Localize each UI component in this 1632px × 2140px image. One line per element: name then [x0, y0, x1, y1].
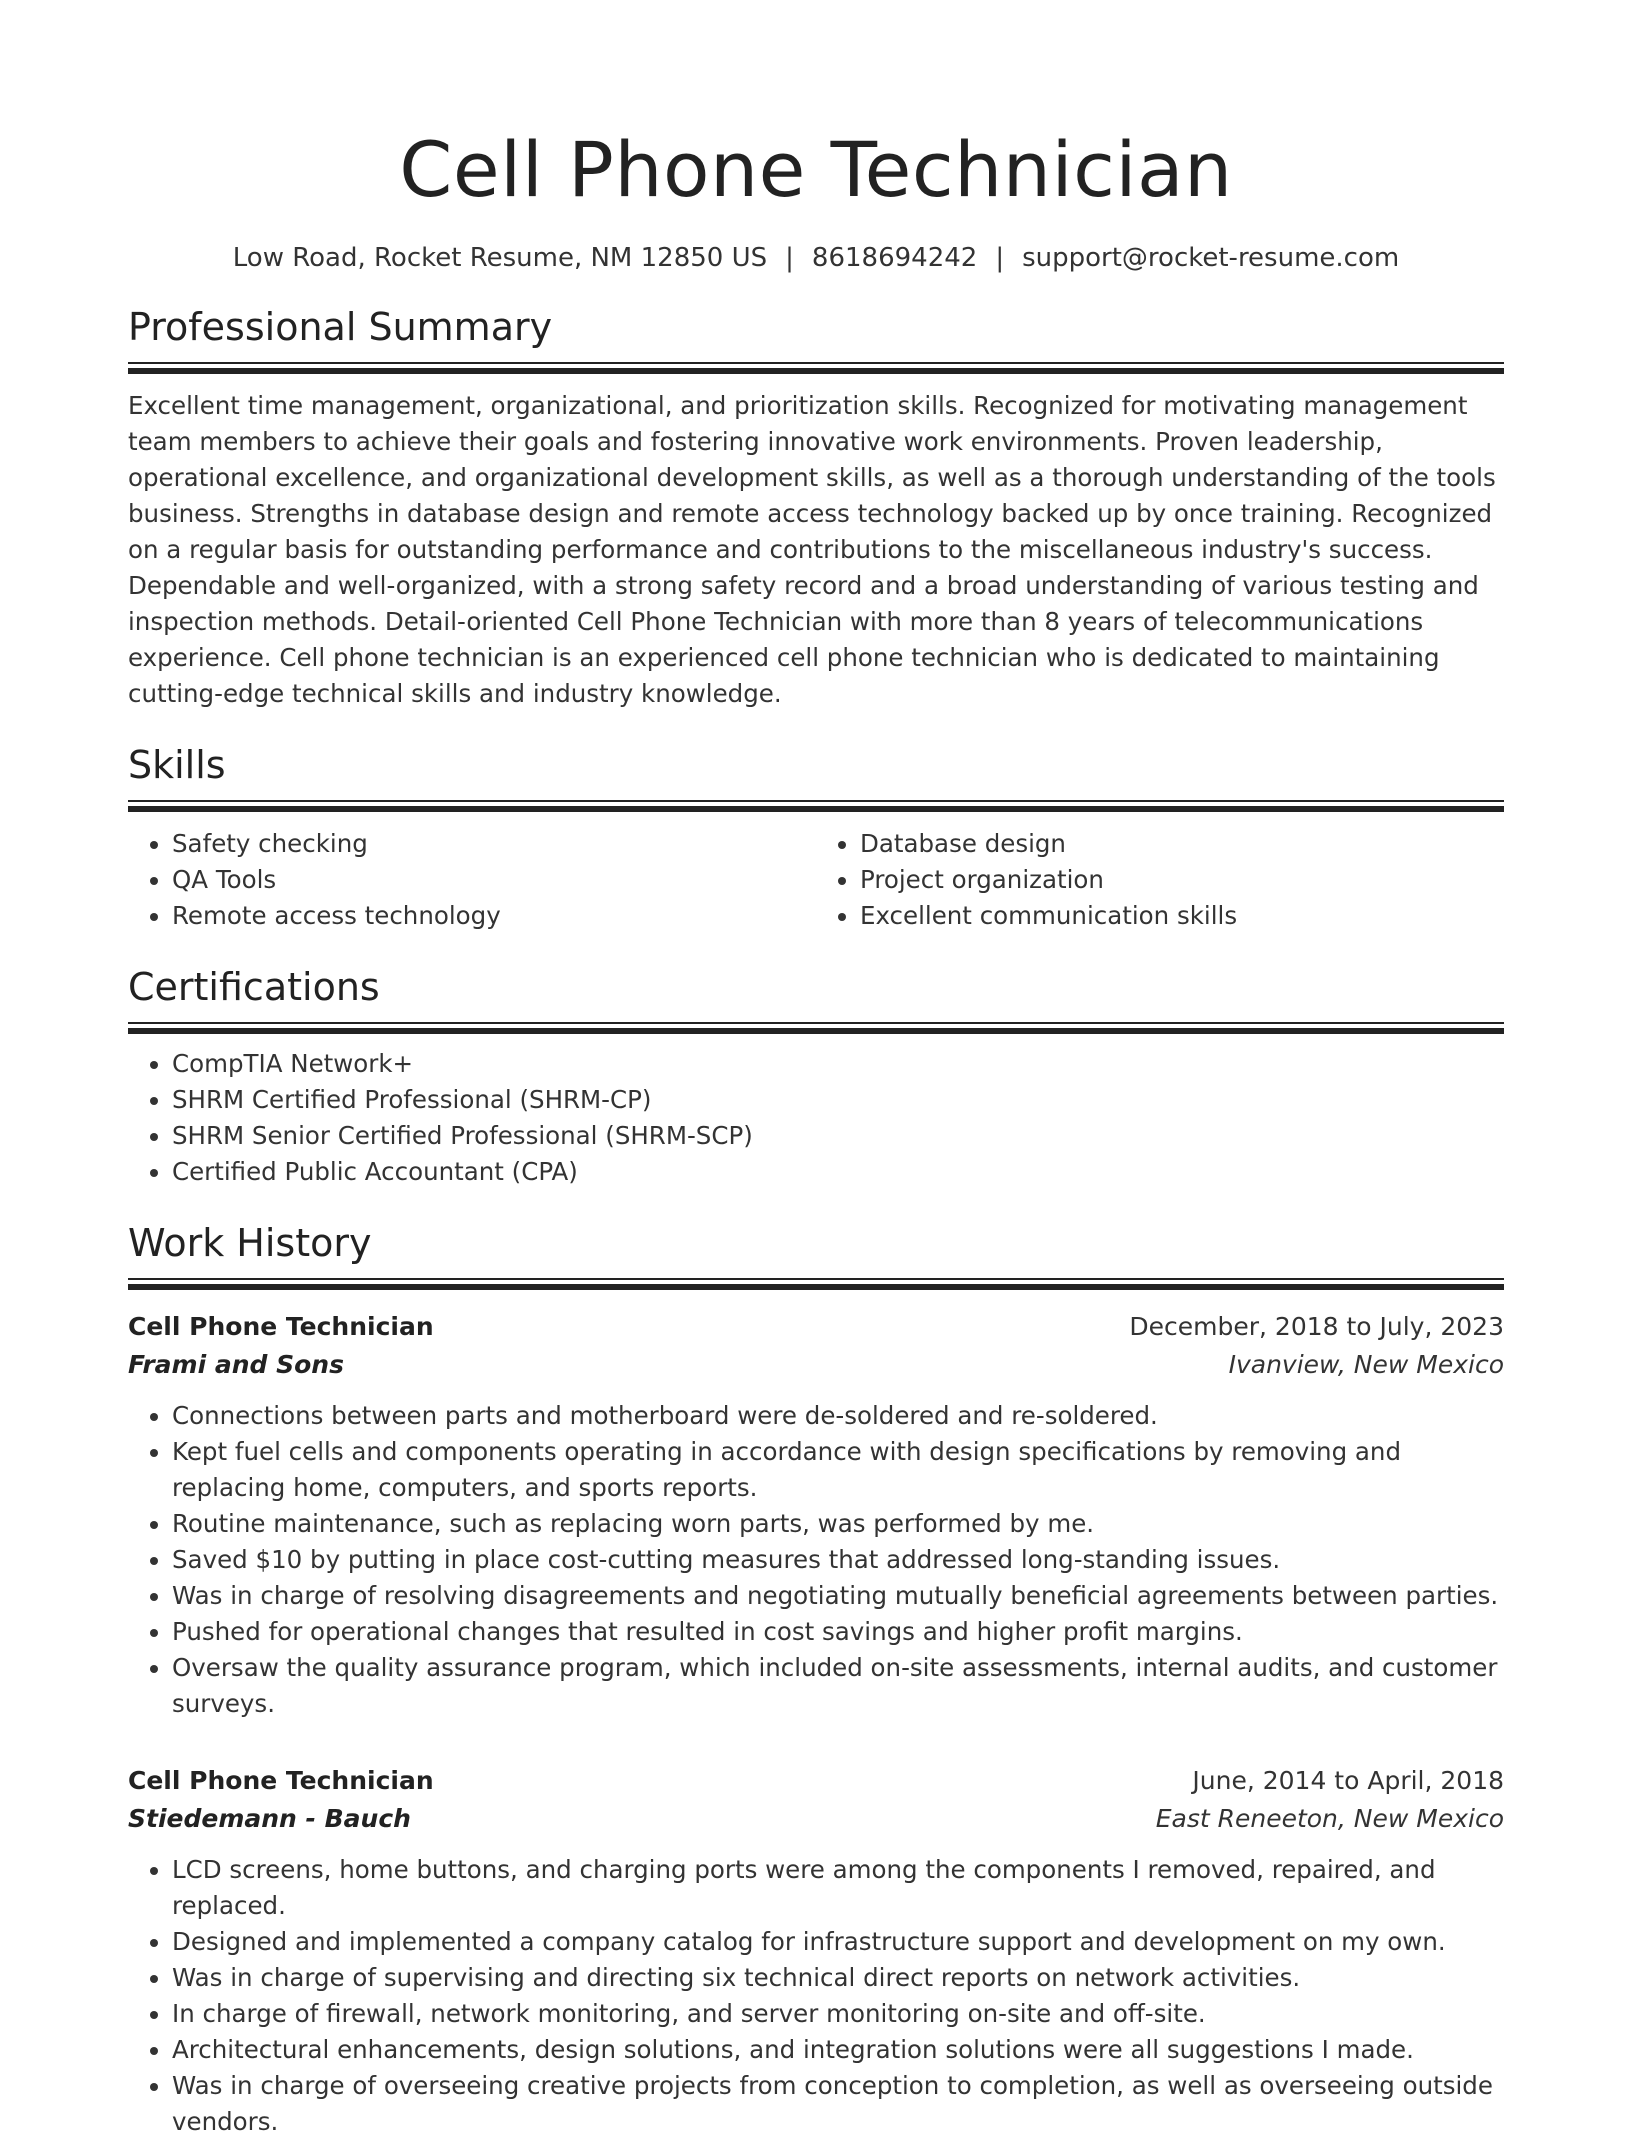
- certifications-list: [128, 1046, 1504, 1190]
- job-company: Frami and Sons: [128, 1350, 344, 1379]
- job-bullet: • Kept fuel cells and components operating in accordance with design specifications by removing and replacing home, computers, and sports reports.: [172, 1434, 1504, 1506]
- job-bullet: • In charge of firewall, network monitoring, and server monitoring on-site and off-site.: [172, 1996, 1504, 2032]
- job-company: Stiedemann - Bauch: [128, 1804, 411, 1833]
- section-divider: [128, 1022, 1504, 1034]
- section-title: Certifications: [128, 965, 380, 1009]
- job-dates: December, 2018 to July, 2023: [1129, 1312, 1504, 1341]
- summary-section: [128, 304, 1504, 712]
- job-bullet: • Connections between parts and motherboard were de-soldered and re-soldered.: [172, 1398, 1504, 1434]
- job-title: Cell Phone Technician: [128, 1312, 434, 1341]
- job-dates: June, 2014 to April, 2018: [1192, 1766, 1504, 1795]
- job-bullets: [128, 1398, 1504, 1722]
- certifications-section: [128, 964, 1504, 1190]
- job-header-row: [128, 1762, 1504, 1800]
- job-subheader-row: [128, 1346, 1504, 1384]
- job-title: Cell Phone Technician: [128, 1766, 434, 1795]
- skills-left-column: [128, 826, 816, 934]
- job-bullet: • Was in charge of supervising and directing six technical direct reports on network activities.: [172, 1960, 1504, 1996]
- skill-item: • Project organization: [860, 862, 1504, 898]
- contact-email[interactable]: support@rocket-resume.com: [1022, 243, 1400, 273]
- certification-item: • CompTIA Network+: [172, 1046, 1504, 1082]
- job-bullet: • Pushed for operational changes that resulted in cost savings and higher profit margins.: [172, 1614, 1504, 1650]
- skills-grid: [128, 826, 1504, 934]
- contact-separator: |: [995, 243, 1005, 273]
- contact-phone[interactable]: 8618694242: [811, 243, 978, 273]
- section-title: Skills: [128, 743, 226, 787]
- job-bullet: • Oversaw the quality assurance program, which included on-site assessments, internal audits, and customer surveys.: [172, 1650, 1504, 1722]
- job-entry: [128, 1762, 1504, 2140]
- skill-item: • Excellent communication skills: [860, 898, 1504, 934]
- candidate-name: Cell Phone Technician: [399, 125, 1233, 214]
- job-header-row: [128, 1308, 1504, 1346]
- contact-address: Low Road, Rocket Resume, NM 12850 US: [232, 243, 768, 273]
- work-history-section: [128, 1220, 1504, 2140]
- job-bullet: • Architectural enhancements, design solutions, and integration solutions were all suggestions I made.: [172, 2032, 1504, 2068]
- section-divider: [128, 362, 1504, 374]
- certification-item: • SHRM Senior Certified Professional (SHRM-SCP): [172, 1118, 1504, 1154]
- certification-item: • Certified Public Accountant (CPA): [172, 1154, 1504, 1190]
- section-title: Work History: [128, 1221, 372, 1265]
- skill-item: • QA Tools: [172, 862, 816, 898]
- skill-item: • Remote access technology: [172, 898, 816, 934]
- certification-item: • SHRM Certified Professional (SHRM-CP): [172, 1082, 1504, 1118]
- skills-section: [128, 742, 1504, 934]
- job-bullet: • Routine maintenance, such as replacing worn parts, was performed by me.: [172, 1506, 1504, 1542]
- job-bullet: • Was in charge of overseeing creative projects from conception to completion, as well as overseeing outside vendors.: [172, 2068, 1504, 2140]
- contact-separator: |: [785, 243, 794, 273]
- job-bullet: • Saved $10 by putting in place cost-cutting measures that addressed long-standing issues.: [172, 1542, 1504, 1578]
- section-divider: [128, 1278, 1504, 1290]
- summary-text: Excellent time management, organizational, and prioritization skills. Recognized for motivating management team members to achieve their goals and fostering innovative work environments. Proven leadership, operational excellence, and organizational development skills, as well as a thorough understanding of the tools business. Strengths in database design and remote access technology backed up by once training. Recognized on a regular basis for outstanding performance and contributions to the miscellaneous industry's success. Dependable and well-organized, with a strong safety record and a broad understanding of various testing and inspection methods. Detail-oriented Cell Phone Technician with more than 8 years of telecommunications experience. Cell phone technician is an experienced cell phone technician who is dedicated to maintaining cutting-edge technical skills and industry knowledge.: [128, 391, 1496, 708]
- job-bullet: • Was in charge of resolving disagreements and negotiating mutually beneficial agreements between parties.: [172, 1578, 1504, 1614]
- job-location: Ivanview, New Mexico: [1228, 1350, 1504, 1379]
- section-divider: [128, 800, 1504, 812]
- section-title: Professional Summary: [128, 305, 553, 349]
- skill-item: • Database design: [860, 826, 1504, 862]
- job-bullet: • Designed and implemented a company catalog for infrastructure support and development on my own.: [172, 1924, 1504, 1960]
- job-location: East Reneeton, New Mexico: [1155, 1804, 1504, 1833]
- job-entry: [128, 1308, 1504, 1722]
- skill-item: • Safety checking: [172, 826, 816, 862]
- job-subheader-row: [128, 1800, 1504, 1838]
- job-bullets: [128, 1852, 1504, 2140]
- job-bullet: • LCD screens, home buttons, and charging ports were among the components I removed, repaired, and replaced.: [172, 1852, 1504, 1924]
- skills-right-column: [816, 826, 1504, 934]
- contact-line: [128, 242, 1504, 274]
- resume-page: [128, 0, 1504, 2140]
